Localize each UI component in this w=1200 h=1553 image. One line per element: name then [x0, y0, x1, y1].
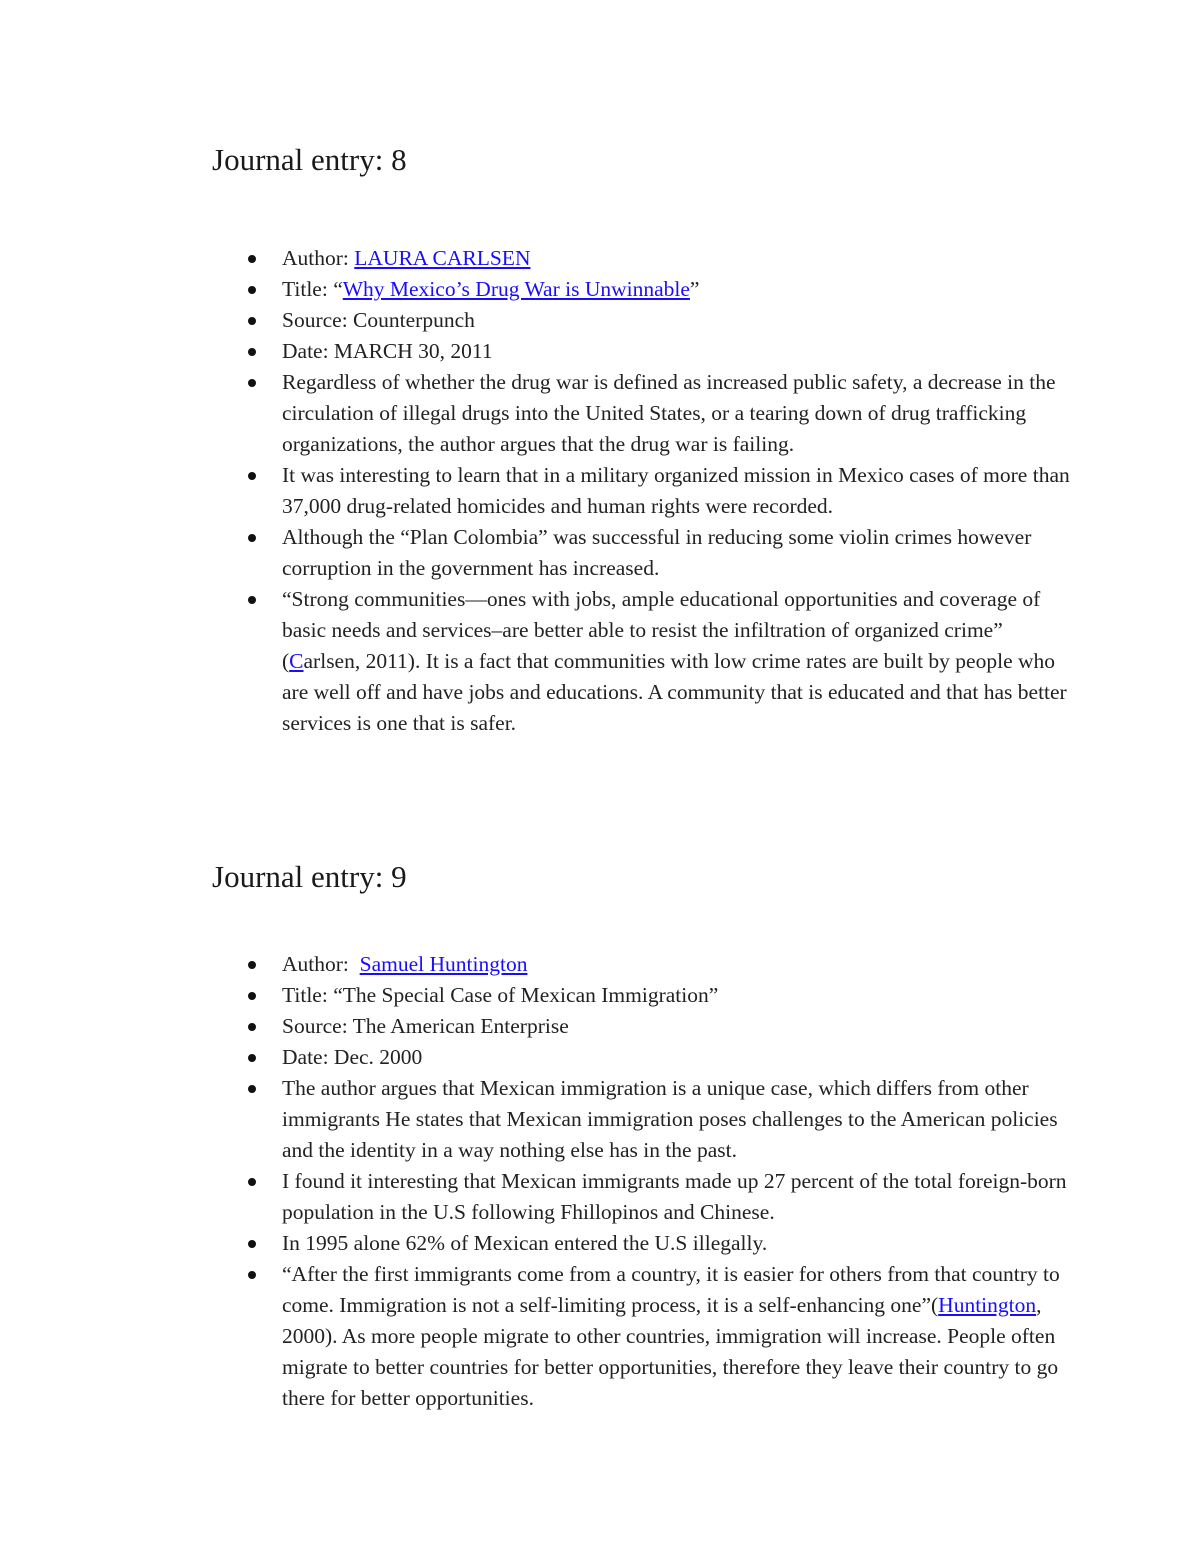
- entry-9-quote-prefix: “After the first immigrants come from a country, it is easier for others from that country to come. Immigration is not a self-limiting process, it is a self-enhancing one”(: [282, 1262, 1060, 1317]
- entry-9-source: Source: The American Enterprise: [212, 1011, 1072, 1042]
- entry-8-title-suffix: ”: [689, 277, 700, 301]
- entry-8-quote: [212, 584, 1072, 739]
- journal-entry-9: [212, 857, 1072, 1414]
- entry-8-author: [212, 243, 1072, 274]
- entry-9-author: [212, 949, 1072, 980]
- entry-9-author-link[interactable]: Samuel Huntington: [359, 952, 528, 976]
- entry-8-source: Source: Counterpunch: [212, 305, 1072, 336]
- entry-9-date: Date: Dec. 2000: [212, 1042, 1072, 1073]
- journal-entry-8: [212, 140, 1072, 739]
- entry-9-heading: Journal entry: 9: [212, 859, 407, 894]
- entry-9-quote-suffix: , 2000). As more people migrate to other countries, immigration will increase. People often migrate to better countries for better opportunities, therefore they leave their country to go there for better opportunities.: [282, 1293, 1059, 1410]
- entry-9-quote: [212, 1259, 1072, 1414]
- entry-9-bullet-3: In 1995 alone 62% of Mexican entered the U.S illegally.: [212, 1228, 1072, 1259]
- entry-8-author-link[interactable]: LAURA CARLSEN: [354, 246, 531, 270]
- entry-9-list: [212, 949, 1072, 1414]
- entry-8-quote-prefix: “Strong communities—ones with jobs, ample educational opportunities and coverage of basic needs and services–are better able to resist the infiltration of organized crime” (: [282, 587, 1041, 673]
- entry-8-list: [212, 243, 1072, 739]
- entry-8-bullet-2: It was interesting to learn that in a military organized mission in Mexico cases of more than 37,000 drug-related homicides and human rights were recorded.: [212, 460, 1072, 522]
- entry-8-bullet-3: Although the “Plan Colombia” was successful in reducing some violin crimes however corruption in the government has increased.: [212, 522, 1072, 584]
- entry-8-title: [212, 274, 1072, 305]
- entry-8-citation-link[interactable]: C: [289, 649, 304, 673]
- entry-8-heading: Journal entry: 8: [212, 142, 407, 177]
- entry-9-title: Title: “The Special Case of Mexican Immigration”: [212, 980, 1072, 1011]
- entry-9-bullet-2: I found it interesting that Mexican immigrants made up 27 percent of the total foreign-born population in the U.S following Fhillopinos and Chinese.: [212, 1166, 1072, 1228]
- entry-8-date: Date: MARCH 30, 2011: [212, 336, 1072, 367]
- entry-9-citation-link[interactable]: Huntington: [938, 1293, 1037, 1317]
- entry-9-author-label: Author:: [282, 952, 360, 976]
- entry-8-title-prefix: Title: “: [282, 277, 343, 301]
- entry-9-bullet-1: The author argues that Mexican immigration is a unique case, which differs from other immigrants He states that Mexican immigration poses challenges to the American policies and the identity in a way nothing else has in the past.: [212, 1073, 1072, 1166]
- entry-8-author-label: Author:: [282, 246, 355, 270]
- entry-8-title-link[interactable]: Why Mexico’s Drug War is Unwinnable: [342, 277, 690, 301]
- entry-8-quote-suffix: arlsen, 2011). It is a fact that communities with low crime rates are built by people who are well off and have jobs and educations. A community that is educated and that has better services is one that is safer.: [282, 649, 1067, 735]
- entry-8-bullet-1: Regardless of whether the drug war is defined as increased public safety, a decrease in the circulation of illegal drugs into the United States, or a tearing down of drug trafficking organizations, the author argues that the drug war is failing.: [212, 367, 1072, 460]
